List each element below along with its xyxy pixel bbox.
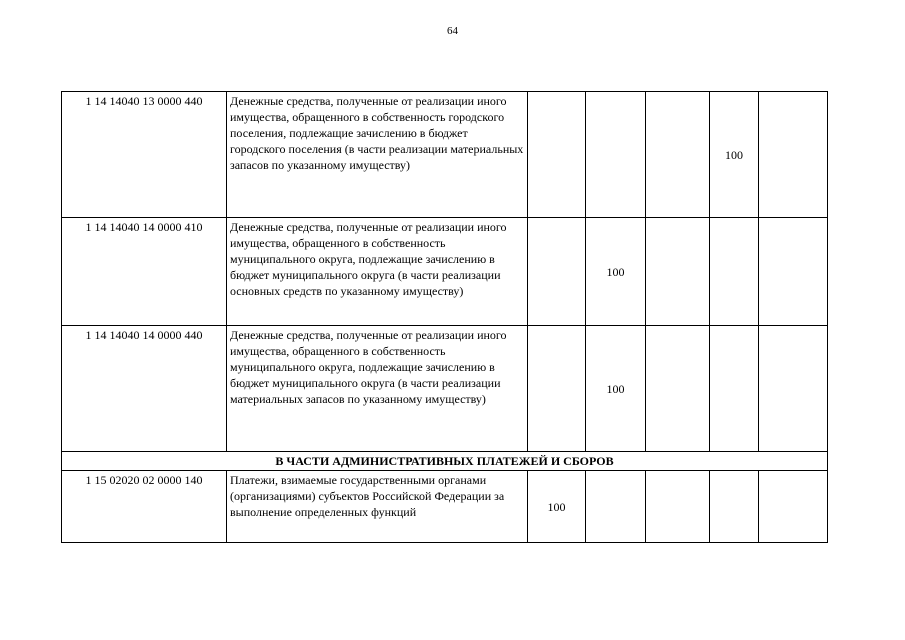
share-cell (586, 471, 646, 543)
share-cell (528, 92, 586, 218)
revenue-description-cell: Денежные средства, полученные от реализации иного имущества, обращенного в собственность муниципального округа, подлежащие зачислению в бюджет муниципального округа (в части реализации материальных запасов по указанному имуществу) (227, 326, 528, 452)
share-cell (646, 218, 710, 326)
share-cell (646, 326, 710, 452)
share-cell (710, 326, 759, 452)
revenue-description-cell: Платежи, взимаемые государственными органами (организациями) субъектов Российской Федерации за выполнение определенных функций (227, 471, 528, 543)
share-cell (528, 218, 586, 326)
share-cell (528, 326, 586, 452)
table-row (62, 326, 828, 452)
share-cell (646, 471, 710, 543)
page-number: 64 (447, 25, 458, 37)
revenue-description-cell: Денежные средства, полученные от реализации иного имущества, обращенного в собственность городского поселения, подлежащие зачислению в бюджет городского поселения (в части реализации материальных запасов по указанному имуществу) (227, 92, 528, 218)
share-cell (759, 326, 828, 452)
share-cell (646, 92, 710, 218)
section-heading-row (62, 452, 828, 471)
table-row (62, 218, 828, 326)
revenue-code-cell: 1 14 14040 14 0000 410 (62, 218, 227, 326)
share-cell: 100 (528, 471, 586, 543)
section-heading: В ЧАСТИ АДМИНИСТРАТИВНЫХ ПЛАТЕЖЕЙ И СБОРОВ (62, 452, 828, 471)
table-row (62, 92, 828, 218)
share-cell (710, 471, 759, 543)
revenue-code-cell: 1 14 14040 13 0000 440 (62, 92, 227, 218)
share-cell (759, 92, 828, 218)
share-cell (759, 471, 828, 543)
share-cell (759, 218, 828, 326)
revenue-code-cell: 1 15 02020 02 0000 140 (62, 471, 227, 543)
table-row (62, 471, 828, 543)
revenue-code-cell: 1 14 14040 14 0000 440 (62, 326, 227, 452)
share-cell (710, 218, 759, 326)
share-cell: 100 (586, 326, 646, 452)
revenue-description-cell: Денежные средства, полученные от реализации иного имущества, обращенного в собственность муниципального округа, подлежащие зачислению в бюджет муниципального округа (в части реализации основных средств по указанному имуществу) (227, 218, 528, 326)
revenue-distribution-table (61, 91, 828, 543)
share-cell: 100 (710, 92, 759, 218)
share-cell: 100 (586, 218, 646, 326)
share-cell (586, 92, 646, 218)
